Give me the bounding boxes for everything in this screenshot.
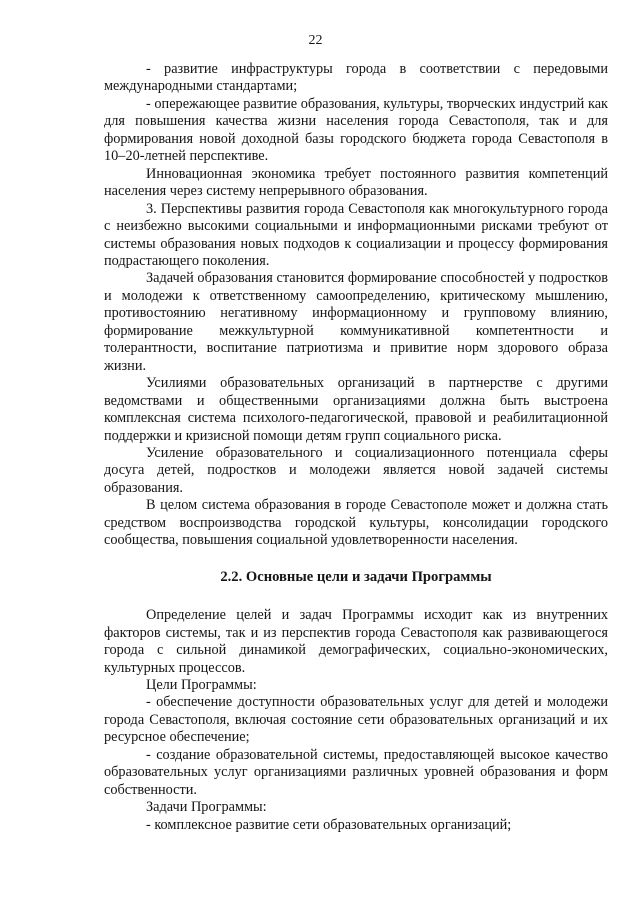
paragraph: Задачи Программы: xyxy=(146,799,267,816)
paragraph: Определение целей и задач Программы исходит как из внутренних факторов системы, так и из перспектив города Севастополя как развивающегося города с сильной динамикой демографических, социально-экономических, культурных процессов. xyxy=(104,607,608,676)
paragraph: - развитие инфраструктуры города в соответствии с передовыми международными стандартами; xyxy=(104,61,608,95)
paragraph: Задачей образования становится формирование способностей у подростков и молодежи к ответственному самоопределению, критическому мышлению, противостоянию негативному информационному и групповому влиянию, формирование межкультурной коммуникативной компетентности и толерантности, воспитание патриотизма и привитие норм здорового образа жизни. xyxy=(104,270,608,374)
paragraph: - комплексное развитие сети образовательных организаций; xyxy=(146,816,512,833)
section-heading: 2.2. Основные цели и задачи Программы xyxy=(220,568,492,585)
paragraph: Усиление образовательного и социализационного потенциала сферы досуга детей, подростков и молодежи является новой задачей системы образования. xyxy=(104,444,608,496)
paragraph: - обеспечение доступности образовательных услуг для детей и молодежи города Севастополя, включая состояние сети образовательных организаций и их ресурсное обеспечение; xyxy=(104,694,608,746)
paragraph: Цели Программы: xyxy=(146,676,257,693)
paragraph: - создание образовательной системы, предоставляющей высокое качество образовательных услуг организациями различных уровней образования и форм собственности. xyxy=(104,746,608,798)
paragraph: В целом система образования в городе Севастополе может и должна стать средством воспроизводства городской культуры, консолидации городского сообщества, повышения социальной удовлетворенности населения. xyxy=(104,497,608,549)
paragraph: - опережающее развитие образования, культуры, творческих индустрий как для повышения качества жизни населения города Севастополя, так и для формирования новой доходной базы городского бюджета города Севастополя в 10–20-летней перспективе. xyxy=(104,95,608,165)
document-body xyxy=(104,61,608,834)
paragraph: Инновационная экономика требует постоянного развития компетенций населения через систему непрерывного образования. xyxy=(104,165,608,200)
page-number: 22 xyxy=(308,33,323,48)
paragraph: 3. Перспективы развития города Севастополя как многокультурного города с неизбежно высокими социальными и информационными рисками требуют от системы образования новых подходов к социализации и процессу формирования подрастающего поколения. xyxy=(104,200,608,269)
paragraph: Усилиями образовательных организаций в партнерстве с другими ведомствами и общественными организациями должна быть выстроена комплексная система психолого-педагогической, правовой и реабилитационной поддержки и кризисной помощи детям групп социального риска. xyxy=(104,375,608,444)
